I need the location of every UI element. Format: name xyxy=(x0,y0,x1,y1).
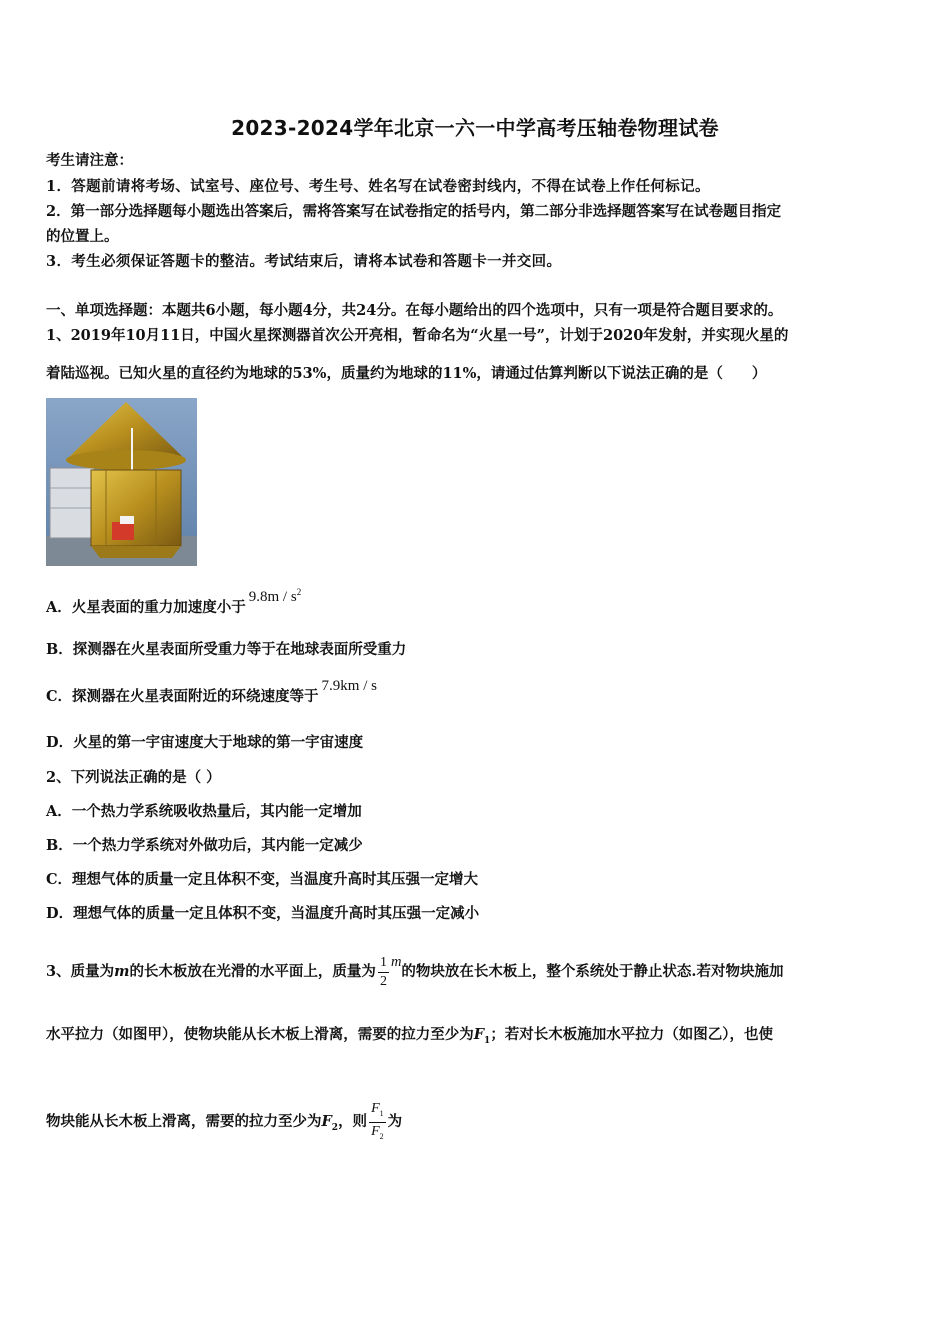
notice-item-2-line-1: 2．第一部分选择题每小题选出答案后，需将答案写在试卷指定的括号内，第二部分非选择题答案写在试卷题目指定 xyxy=(46,203,782,220)
notice-heading: 考生请注意： xyxy=(46,152,133,169)
page-title: 2023-2024学年北京一六一中学高考压轴卷物理试卷 xyxy=(231,116,719,140)
q1-option-c-formula: 7.9km / s xyxy=(321,678,377,694)
notice-item-3: 3．考生必须保证答题卡的整洁。考试结束后，请将本试卷和答题卡一并交回。 xyxy=(46,253,562,270)
q1-option-a xyxy=(46,587,302,618)
half-m-fraction: $\frac{1}{2}$ xyxy=(379,955,387,989)
q1-option-d: D．火星的第一宇宙速度大于地球的第一宇宙速度 xyxy=(46,734,364,751)
q1-stem-line-1: 1、2019年10月11日，中国火星探测器首次公开亮相，暂命名为“火星一号”，计划于2020年发射，并实现火星的 xyxy=(46,327,789,344)
q3-stem-line-3: 物块能从长木板上滑离，需要的拉力至少为$F_2$，则 $\frac{F_1}{F_2}$ 为 xyxy=(46,1096,402,1154)
q2-option-a: A．一个热力学系统吸收热量后，其内能一定增加 xyxy=(46,803,362,820)
mars-probe-image xyxy=(46,398,197,566)
q3-stem-line-2: 水平拉力（如图甲），使物块能从长木板上滑离，需要的拉力至少为$F_1$；若对长木板施加水平拉力（如图乙），也使 xyxy=(46,1026,774,1046)
q1-option-c-text: C．探测器在火星表面附近的环绕速度等于 xyxy=(46,688,319,705)
q3-stem-line-1: 3、质量为m的长木板放在光滑的水平面上，质量为 $\frac{1}{2}$ m的物块放在长木板上，整个系统处于静止状态.若对物块施加 xyxy=(46,954,784,989)
q1-option-c xyxy=(46,678,377,707)
q1-stem-line-2: 着陆巡视。已知火星的直径约为地球的53%，质量约为地球的11%，请通过估算判断以下说法正确的是（ ） xyxy=(46,365,767,382)
q2-option-b: B．一个热力学系统对外做功后，其内能一定减少 xyxy=(46,837,363,854)
q2-option-d: D．理想气体的质量一定且体积不变，当温度升高时其压强一定减小 xyxy=(46,905,480,922)
notice-item-1: 1．答题前请将考场、试室号、座位号、考生号、姓名写在试卷密封线内，不得在试卷上作任何标记。 xyxy=(46,178,710,195)
q2-option-c: C．理想气体的质量一定且体积不变，当温度升高时其压强一定增大 xyxy=(46,871,479,888)
f1-over-f2-fraction: $\frac{F_1}{F_2}$ xyxy=(371,1100,384,1141)
notice-item-2-line-2: 的位置上。 xyxy=(46,228,119,245)
q1-option-a-text: A．火星表面的重力加速度小于 xyxy=(46,599,246,616)
section-heading: 一、单项选择题：本题共6小题，每小题4分，共24分。在每小题给出的四个选项中，只有一项是符合题目要求的。 xyxy=(46,302,783,319)
q2-stem: 2、下列说法正确的是（ ） xyxy=(46,769,221,786)
q1-option-b: B．探测器在火星表面所受重力等于在地球表面所受重力 xyxy=(46,641,407,658)
q1-option-a-formula: $9.8m / s^2$ xyxy=(248,587,302,605)
